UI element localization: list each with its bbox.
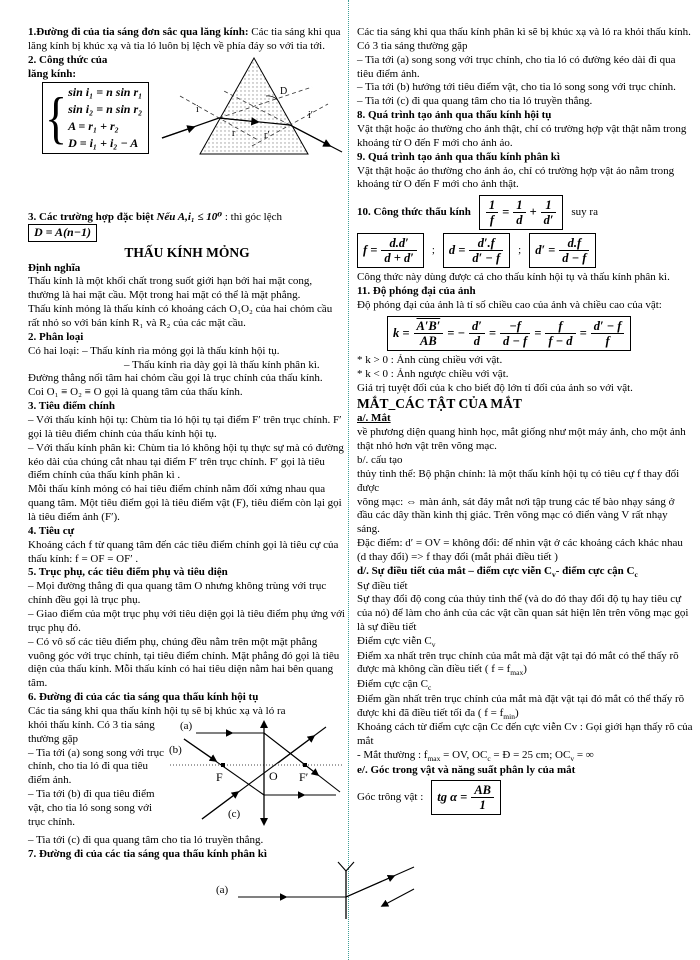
denominator: d − f — [562, 251, 587, 266]
lensd-figure — [176, 861, 346, 924]
paragraph — [28, 705, 346, 719]
prism-figure — [160, 54, 346, 209]
text: = — [574, 748, 586, 761]
label-i: i — [196, 103, 199, 115]
text: ) — [514, 706, 519, 719]
bold-text: 9. Quá trình tạo ảnh qua thấu kính phân kì — [357, 150, 560, 163]
bold-text: 3. Tiêu điểm chính — [28, 400, 116, 413]
operator: d = — [448, 242, 466, 257]
text: : thì góc lệch — [222, 210, 282, 223]
numerator: d′ — [469, 319, 485, 334]
prism-equation-line: D = i₁ + i₂ − A — [68, 135, 139, 150]
paragraph — [357, 537, 693, 565]
section-3 — [28, 211, 346, 242]
numerator: d′.f — [469, 236, 503, 251]
text: Mỗi thấu kính mỏng có hai tiêu điểm chính nằm đối xứng nhau qua quang tâm. Một tiêu điểm gọi là tiêu điểm vật (F), tiêu điểm còn lại gọi là tiêu điểm ảnh (F′). — [28, 483, 342, 524]
denominator: d − f — [502, 333, 528, 348]
text: Sự điều tiết — [357, 579, 408, 592]
k-formula-box — [387, 316, 631, 351]
d-formula-box — [443, 233, 510, 268]
text: – Tia tới (c) đi qua quang tâm cho tia ló truyền thẳng. — [357, 95, 593, 108]
denominator: d′ — [543, 213, 554, 228]
bold-text: 6. Đường đi của các tia sáng qua thấu kính hội tụ — [28, 691, 259, 704]
paragraph — [28, 303, 346, 331]
thin-lens-title — [28, 244, 346, 261]
section-9 — [357, 151, 693, 165]
row-text: ; — [518, 243, 522, 256]
text: Đường thẳng nối tâm hai chỏm cầu gọi là trục chính của thấu kính. — [28, 372, 323, 385]
paragraph — [28, 580, 346, 608]
operator: = — [502, 204, 510, 219]
row-text: ; — [431, 243, 435, 256]
denominator: 1 — [479, 798, 486, 813]
fraction — [469, 236, 503, 265]
text: * k < 0 : Ảnh ngược chiều với vật. — [357, 367, 509, 380]
text: khỏi thấu kính. Có 3 tia sáng thường gặp — [28, 718, 155, 745]
numerator: d.f — [559, 236, 589, 251]
paragraph — [28, 386, 346, 400]
label-ray-a: (a) — [216, 884, 229, 897]
text: Sự thay đổi độ cong của thủy tinh thể (và do đó thay đổi độ tụ hay tiêu cự của nó) để làm cho ảnh của các vật cần quan sát hiện lên trên võng mạc gọi là sự điều tiết — [357, 593, 689, 634]
text: v — [570, 754, 575, 764]
paragraph — [357, 496, 693, 538]
paragraph — [357, 354, 693, 368]
paragraph — [357, 368, 693, 382]
text: – Tia tới (c) đi qua quang tâm cho tia ló truyền thẳng. — [28, 833, 264, 846]
prism-equation-line: { sin i₁ = n sin r₁ — [68, 85, 143, 100]
bold-text: - điểm cực cận C — [555, 564, 635, 577]
section-6 — [28, 691, 346, 705]
text: max — [510, 668, 524, 678]
paragraph — [28, 275, 346, 303]
section-1 — [28, 26, 346, 54]
text: – Với thấu kính hội tụ: Chùm tia ló hội tụ tại điểm F′ trên trục chính. F′ gọi là tiêu điểm chính của thấu kính hội tụ. — [28, 414, 342, 440]
paragraph — [357, 165, 693, 193]
operator: = − — [447, 325, 466, 340]
paragraph — [28, 414, 346, 442]
lens-arrow-bottom — [260, 818, 268, 826]
eye-d-heading — [357, 565, 693, 580]
paragraph — [357, 650, 693, 678]
text: Đặc điểm: d′ = OV = không đổi: để nhìn vật ở các khoảng cách khác nhau (d thay đổi) => f thay đổi (mắt phải điều tiết ) — [357, 537, 683, 564]
paragraph — [124, 359, 346, 373]
bold-text: v — [552, 570, 556, 580]
bold-text: 5. Trục phụ, các tiêu điểm phụ và tiêu diện — [28, 566, 228, 579]
bold-text: Nếu — [156, 210, 178, 223]
bold-text: 2. Công thức của — [28, 53, 108, 66]
f-formula-box — [357, 233, 424, 268]
label-r: r — [232, 127, 236, 139]
paragraph — [28, 608, 346, 636]
row-text: 10. Công thức thấu kính — [357, 205, 471, 218]
text: Thấu kính là một khối chất trong suốt giới hạn bởi hai mặt cong, thường là hai mặt cầu. Một trong hai mặt có thể là mặt phẳng. — [28, 275, 313, 302]
paragraph — [357, 678, 693, 693]
left-column — [28, 26, 346, 924]
text: – Tia tới (b) hướng tới tiêu điểm vật, cho tia ló song song với trục chính. — [357, 81, 676, 94]
text: Khoảng cách f từ quang tâm đến các tiêu điểm chính gọi là tiêu cự của thấu kính: f = OF = OF′ . — [28, 538, 339, 565]
denominator: f − d — [548, 333, 573, 348]
lens-arrow-top — [260, 720, 268, 728]
fraction — [469, 319, 485, 348]
lens-top-right-branch — [346, 862, 354, 871]
numerator: 1 — [541, 198, 557, 213]
prism-formula-box — [42, 82, 149, 153]
paragraph — [357, 454, 693, 468]
angle-row — [357, 780, 693, 815]
text: Giá trị tuyệt đối của k cho biết độ lớn tỉ đối của ảnh so với vật. — [357, 381, 633, 394]
numerator: f — [545, 319, 575, 334]
bold-text: 3. Các trường hợp đặc biệt — [28, 210, 157, 223]
text: - Mắt thường : f — [357, 748, 428, 761]
paragraph — [357, 299, 693, 313]
text: Độ phóng đại của ảnh là tỉ số chiều cao của ảnh và chiều cao của vật: — [357, 299, 662, 312]
section-truc-phu — [28, 566, 346, 580]
text: – Mọi đường thẳng đi qua quang tâm O nhưng không trùng với trục chính đều gọi là trục phụ. — [28, 580, 327, 607]
operator: + — [529, 204, 537, 219]
denominator: d — [516, 213, 523, 228]
denominator: f — [489, 213, 495, 228]
paragraph — [357, 382, 693, 396]
text: Các tia sáng khi qua thấu kính phân kì sẽ bị khúc xạ và ló ra khỏi thấu kính. Có 3 tia sáng thường gặp — [357, 26, 691, 52]
denominator: d + d′ — [384, 251, 414, 266]
angle-formula-box — [431, 780, 501, 815]
fraction — [471, 783, 494, 812]
diverging-lens-diagram — [176, 861, 416, 919]
label-F-prime: F′ — [299, 769, 309, 784]
eye-a-heading — [357, 412, 693, 426]
paragraph — [357, 26, 693, 54]
text: – Tia tới (a) song song với trục chính, cho tia ló có đường kéo dài đi qua tiêu điểm ảnh. — [357, 53, 676, 80]
paragraph — [28, 834, 346, 848]
text: * k > 0 : Ảnh cùng chiều với vật. — [357, 353, 503, 366]
section-11 — [357, 285, 693, 299]
denominator: d′ − f — [472, 251, 501, 266]
bold-text: d/. Sự điều tiết của mắt – điểm cực viễn C — [357, 564, 552, 577]
paragraph — [357, 635, 693, 650]
paragraph — [357, 693, 693, 721]
label-F: F — [216, 769, 223, 784]
numerator: AB — [471, 783, 494, 798]
paragraph — [357, 468, 693, 496]
text: thủy tinh thể: Bộ phận chính: là một thấu kính hội tụ có tiêu cự f thay đổi được — [357, 467, 680, 494]
operator: = — [534, 325, 542, 340]
text: Điểm cực cận C — [357, 678, 429, 691]
numerator: −f — [500, 319, 530, 334]
numerator: 1 — [513, 198, 525, 213]
section-10-row — [357, 195, 693, 230]
text: Thấu kính mỏng là thấu kính có khoảng cách O₁O₂ của hai chỏm cầu rất nhỏ so với bán kính R₁ và R₂ của các mặt cầu. — [28, 303, 333, 329]
section-7 — [28, 848, 346, 862]
bold-text: 1.Đường đi của tia sáng đơn sắc qua lăng kính: — [28, 26, 252, 38]
text: v — [431, 640, 436, 650]
numerator: d′ − f — [591, 319, 625, 334]
paragraph — [28, 345, 346, 359]
text: c — [487, 754, 491, 764]
label-D: D — [280, 85, 288, 97]
column-divider — [348, 0, 349, 960]
lens-top-left-branch — [338, 862, 346, 871]
fraction — [545, 319, 575, 348]
paragraph — [357, 95, 693, 109]
prism-equation-line: sin i₂ = n sin r₂ — [68, 102, 143, 117]
paragraph — [28, 372, 346, 386]
bold-text: c — [634, 570, 638, 580]
text: về phương diện quang hình học, mắt giống như một máy ảnh, cho một ảnh thật nhỏ hơn vật trên võng mạc. — [357, 426, 686, 453]
paragraph — [357, 749, 693, 764]
label-i-prime: i′ — [308, 109, 313, 121]
bold-text: e/. Góc trong vật và năng suất phân ly của mắt — [357, 763, 576, 776]
lensc-figure — [168, 719, 346, 832]
bold-text: 8. Quá trình tạo ảnh qua thấu kính hội tụ — [357, 109, 552, 122]
bold-text: ∞ — [585, 748, 594, 761]
bold-text: 7. Đường đi của các tia sáng qua thấu kính phân kì — [28, 847, 267, 860]
text: ) — [523, 663, 527, 676]
prism-equation-line: A = r₁ + r₂ — [68, 119, 119, 134]
operator: = — [488, 325, 496, 340]
operator: tg α = — [437, 790, 468, 805]
denominator: d — [473, 333, 481, 348]
text: Vật thật hoặc ảo thường cho ảnh ảo, chỉ có trường hợp vật ảo nằm trong khoảng từ O đến F mới cho ảnh thật. — [357, 164, 675, 191]
text: Điểm cực viễn C — [357, 634, 432, 647]
paragraph — [357, 593, 693, 635]
paragraph — [357, 54, 693, 82]
bold-text: Định nghĩa — [28, 261, 81, 274]
text: = Đ = 25 cm; OC — [490, 748, 571, 761]
converging-lens-diagram — [168, 719, 346, 827]
paragraph — [357, 81, 693, 95]
text: – Tia tới (b) đi qua tiêu điểm vật, cho tia ló song song với trục chính. — [28, 788, 155, 828]
paragraph — [357, 426, 693, 454]
label-ray-b: (b) — [169, 743, 182, 756]
prism-ray-diagram — [160, 54, 346, 204]
numerator: 1 — [486, 198, 498, 213]
bold-text: A,i₁ ≤ 10⁰ — [177, 210, 223, 223]
denominator: AB — [420, 333, 437, 348]
paragraph — [357, 271, 693, 285]
text: – Thấu kính rìa dày gọi là thấu kính phân kì. — [124, 358, 320, 371]
magnification-row — [387, 316, 693, 351]
dp-formula-box — [529, 233, 596, 268]
label-O: O — [269, 768, 278, 783]
bold-text: a/. Mắt — [357, 412, 391, 425]
text: – Có vô số các tiêu điểm phụ, chúng đều nằm trên một mặt phẳng vuông góc với trục chính, tại tiêu điểm chính. Mặt phẳng đó gọi là tiêu diện của thấu kính. Mỗi thấu kính có hai tiêu diện nằm hai bên quang tâm. — [28, 635, 340, 690]
bold-text: 2. Phân loại — [28, 330, 84, 343]
section-tieu-cu — [28, 525, 346, 539]
row-text: suy ra — [571, 205, 598, 218]
eye-title — [357, 395, 693, 412]
text: max — [427, 754, 441, 764]
bold-text: 11. Độ phóng đại của ảnh — [357, 285, 476, 298]
text: võng mạc: ⇔ màn ảnh, sát đáy mắt nơi tập trung các tế bào nhạy sáng ở đầu các dây thần kinh thị giác. Trên võng mạc có điển vàng V rất nhạy sáng. — [357, 495, 675, 536]
denominator: f — [605, 333, 610, 348]
text: – Tia tới (a) song song với trục chính, cho tia ló đi qua tiêu điểm ảnh. — [28, 746, 164, 787]
boxed-formula: D = A(n−1) — [28, 224, 97, 241]
text: Điểm gần nhất trên trục chính của mắt mà đặt vật tại đó mắt có thể thấy rõ được khi đã điều tiết tối đa ( f = f — [357, 692, 685, 719]
text: c — [428, 683, 432, 693]
fraction — [486, 198, 498, 227]
paragraph — [357, 580, 693, 594]
text: = OV, OC — [440, 748, 488, 761]
fraction — [559, 236, 589, 265]
row-text: Góc trông vật : — [357, 790, 424, 803]
paragraph — [28, 539, 346, 567]
fraction — [541, 198, 557, 227]
text: – Giao điểm của một trục phụ với tiêu diện gọi là tiêu điểm phụ ứng với trục phụ đó. — [28, 608, 345, 634]
section-tieu-diem — [28, 400, 346, 414]
paragraph — [28, 442, 346, 484]
text: Công thức này dùng được cả cho thấu kính hội tụ và thấu kính phân kì. — [357, 271, 670, 284]
label-r-prime: r′ — [264, 129, 270, 141]
numerator: A′B′ — [414, 319, 444, 334]
text: Vật thật hoặc ảo thường cho ảnh thật, chỉ có trường hợp vật thật nằm trong khoảng từ O đến F mới cho ảnh ảo. — [357, 123, 687, 149]
text: Các tia sáng khi qua thấu kính hội tụ sẽ bị khúc xạ và ló ra — [28, 705, 286, 718]
fraction — [500, 319, 530, 348]
text: Khoảng cách từ điểm cực cận Cc đến cực viễn Cv : Gọi giới hạn thấy rõ của mắt — [357, 721, 693, 748]
label-ray-a: (a) — [180, 719, 193, 732]
operator: = — [579, 325, 587, 340]
section-8 — [357, 109, 693, 123]
paragraph — [28, 636, 346, 691]
text: THẤU KÍNH MỎNG — [124, 244, 250, 260]
text: Điểm xa nhất trên trục chính của mắt mà đặt vật tại đó mắt có thể thấy rõ được mà không cần điều tiết ( f = f — [357, 649, 679, 676]
bold-text: 4. Tiêu cự — [28, 524, 75, 537]
section-phan-loai — [28, 331, 346, 345]
text: – Với thấu kính phân kì: Chùm tia ló không hội tụ thực sự mà có đường kéo dài của chúng cắt nhau tại điểm F′ trên trục chính. F′ gọi là tiêu điểm chính của thấu kính phân kì . — [28, 441, 344, 482]
fraction — [513, 198, 525, 227]
text: Các tia sáng khi qua lăng kính bị khúc xạ và tia ló luôn bị lệch về phía đáy so với tia tới. — [28, 26, 341, 52]
operator: f = — [363, 242, 378, 257]
paragraph — [357, 123, 693, 151]
paragraph — [357, 721, 693, 749]
bold-text: MẮT_CÁC TẬT CỦA MẮT — [357, 396, 522, 412]
fraction — [591, 319, 625, 348]
operator: k = — [393, 325, 410, 340]
text: b/. cấu tạo — [357, 454, 403, 467]
eye-e-heading — [357, 764, 693, 778]
text: min — [503, 711, 515, 721]
definition-heading — [28, 262, 346, 276]
fraction — [414, 319, 444, 348]
fraction — [381, 236, 416, 265]
derived-formulas-row — [357, 233, 693, 268]
label-ray-c: (c) — [228, 807, 241, 820]
numerator: d.d′ — [381, 236, 416, 251]
operator: d′ = — [535, 242, 556, 257]
right-column — [357, 26, 693, 818]
ray-secondary — [382, 889, 414, 906]
bold-text: lăng kính: — [28, 67, 76, 80]
text: Có hai loại: – Thấu kính rìa mỏng gọi là thấu kính hội tụ. — [28, 344, 280, 357]
paragraph — [28, 483, 346, 525]
lens-formula-box — [479, 195, 564, 230]
text: Coi O₁ ≡ O₂ ≡ O gọi là quang tâm của thấu kính. — [28, 386, 243, 399]
